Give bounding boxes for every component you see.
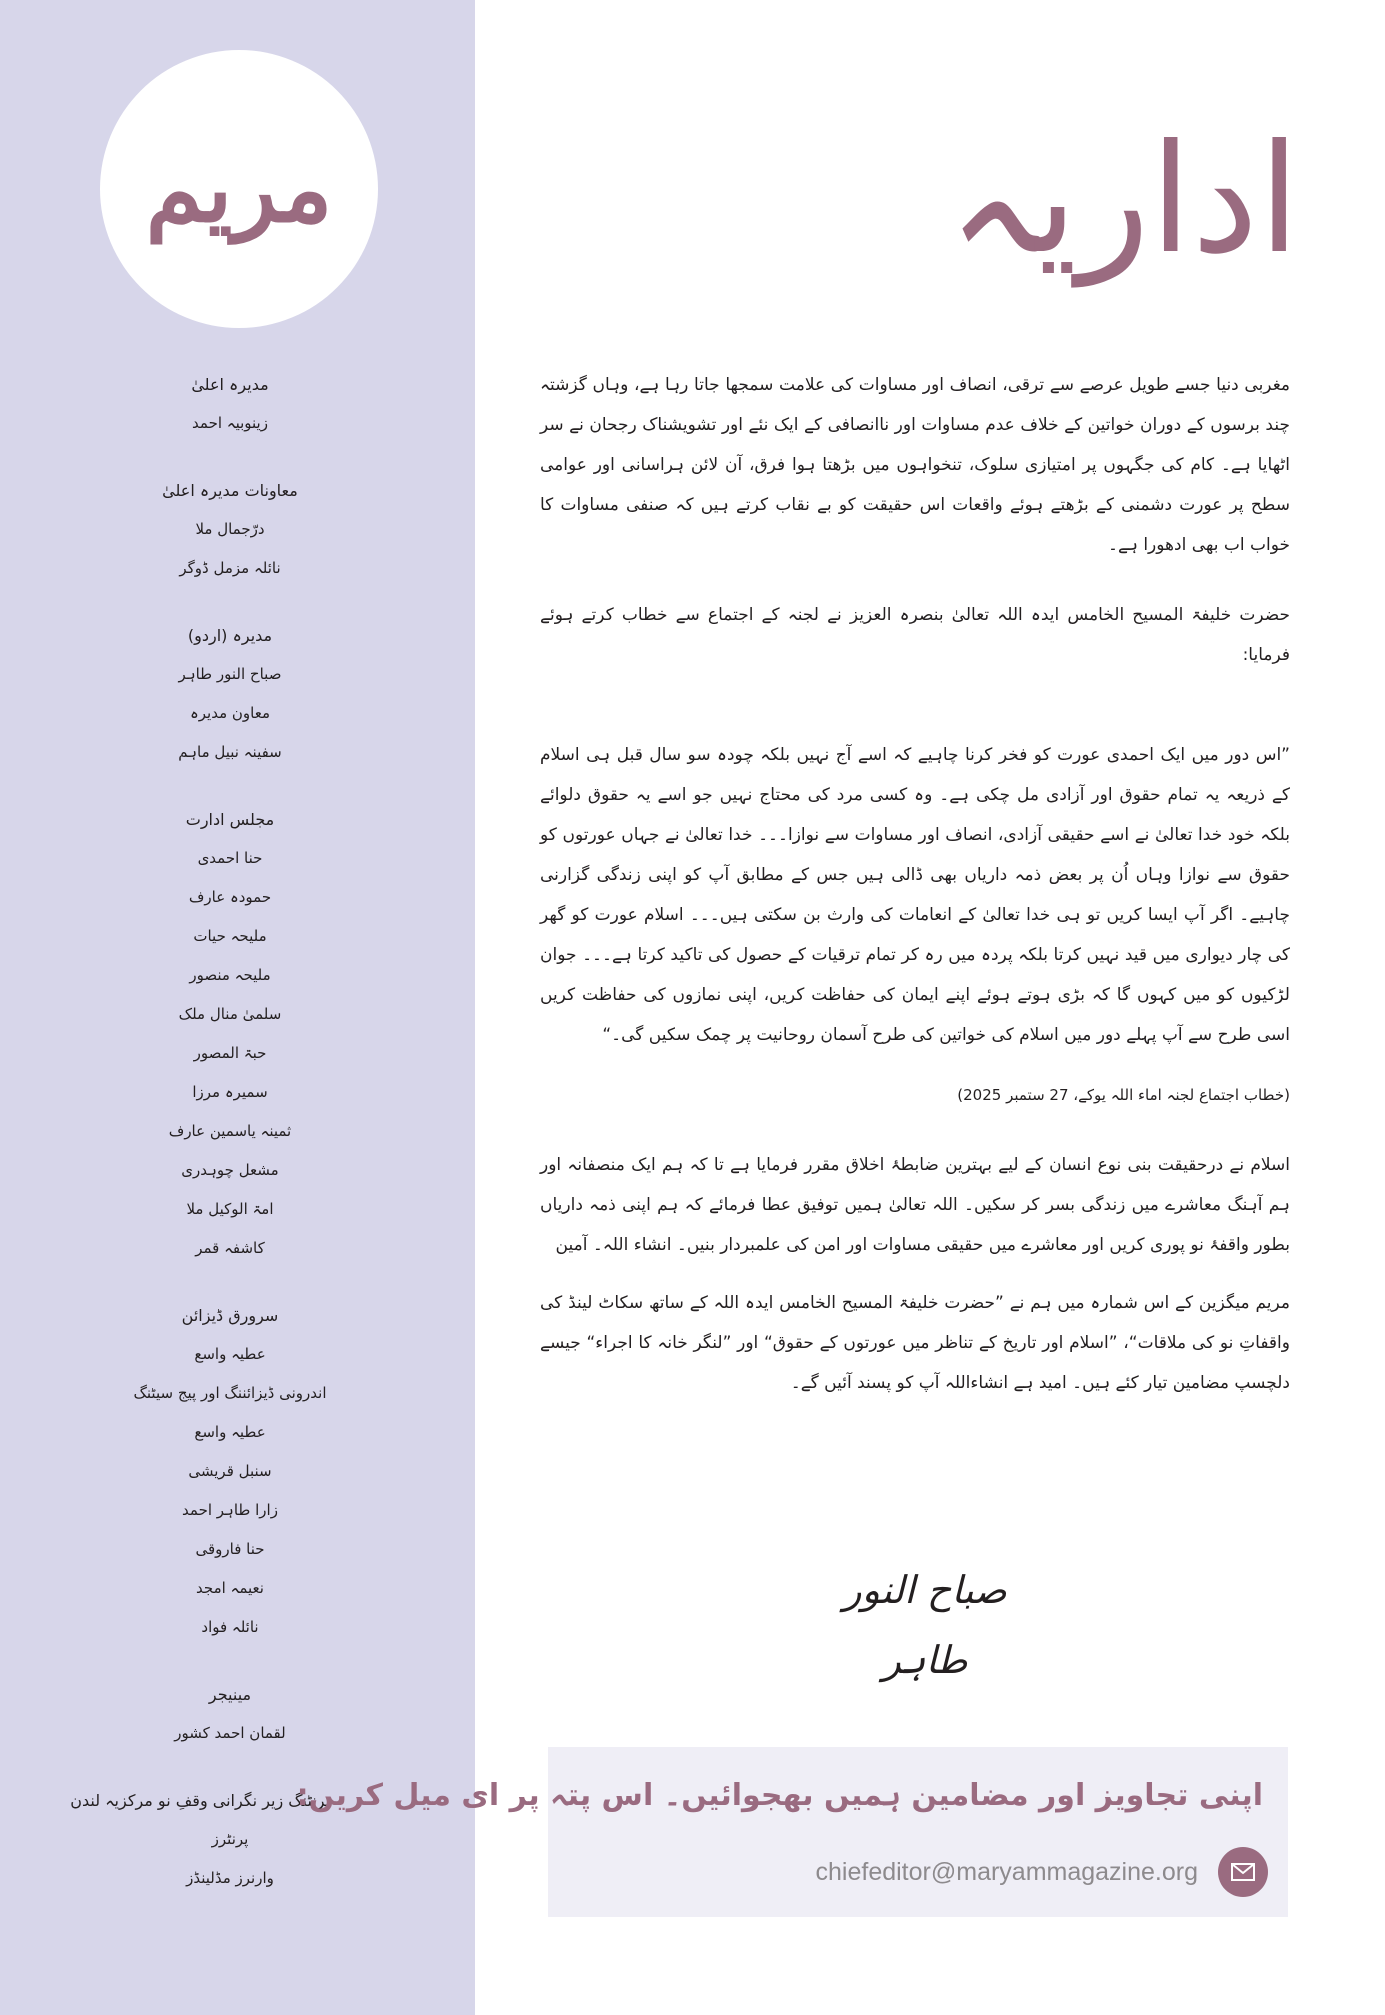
staff-group [130,616,330,772]
staff-role-heading: مدیرہ (اردو) [187,626,273,645]
staff-name: سفینہ نبیل ماہم [178,743,282,761]
staff-name: وارنرز مڈلینڈز [186,1869,274,1887]
staff-group [130,365,330,443]
staff-name: معاون مدیرہ [189,704,271,722]
editor-signature: صباح النور طاہر [843,1568,1007,1682]
staff-role-heading: مینیجر [208,1685,252,1704]
staff-name: زینوبیہ احمد [192,414,268,432]
staff-name: ملیحہ حیات [193,927,267,945]
staff-name: امۃ الوکیل ملا [186,1200,274,1218]
mail-icon[interactable] [1218,1847,1268,1897]
contact-email-link[interactable]: chiefeditor@maryammagazine.org [815,1858,1198,1886]
staff-name: نائلہ فواد [201,1618,259,1636]
staff-name: حمودہ عارف [188,888,272,906]
editorial-body [540,365,1290,1463]
issue-contents-paragraph: مریم میگزین کے اس شمارہ میں ہم نے ”حضرت خلیفۃ المسیح الخامس ایدہ اللہ کے ساتھ سکاٹ لینڈ کی واقفاتِ نو کی ملاقات“، ”اسلام اور تاریخ کے تناظر میں عورتوں کے حقوق“ اور ”لنگر خانہ کا اجراء“ جیسے دلچسپ مضامین تیار کئے ہیں۔ امید ہے انشاءاللہ آپ کو پسند آئیں گے۔ [540,1293,1290,1393]
staff-name: صباح النور طاہر [178,665,282,683]
staff-name: عطیہ واسع [194,1423,266,1441]
staff-name: عطیہ واسع [194,1345,266,1363]
staff-name: حبۃ المصور [193,1044,267,1062]
staff-role-heading: سرورق ڈیزائن [181,1306,279,1325]
staff-name: پرنٹرز [211,1830,249,1848]
staff-name: نعیمہ امجد [196,1579,264,1597]
staff-name: زارا طاہر احمد [182,1501,278,1519]
staff-name: سلمیٰ منال ملک [178,1005,282,1023]
staff-role-heading: پرنٹنگ زیر نگرانی وقفِ نو مرکزیہ لندن [70,1791,330,1810]
staff-name: اندرونی ڈیزائننگ اور پیج سیٹنگ [133,1384,327,1402]
staff-name: ثمینہ یاسمین عارف [168,1122,292,1140]
staff-role-heading: معاونات مدیرہ اعلیٰ [162,481,298,500]
body-paragraph: اسلام نے درحقیقت بنی نوع انسان کے لیے بہترین ضابطۂ اخلاق مقرر فرمایا ہے تا کہ ہم ایک منصفانہ اور ہم آہنگ معاشرے میں زندگی بسر کر سکیں۔ اللہ تعالیٰ ہمیں توفیق عطا فرمائے کہ ہم اپنی ذمہ داریاں بطور واقفۂ نو پوری کریں اور معاشرے میں حقیقی مساوات اور امن کی علمبردار بنیں۔ انشاء اللہ۔ آمین [540,1155,1290,1255]
staff-name: کاشفہ قمر [195,1239,265,1257]
staff-name: سنبل قریشی [188,1462,272,1480]
staff-group [130,1675,330,1753]
contact-heading: اپنی تجاویز اور مضامین ہمیں بھجوائیں۔ اس پتہ پر ای میل کریں: [296,1778,1263,1813]
staff-group [130,800,330,1268]
staff-name: ملیحہ منصور [189,966,271,984]
staff-name: سمیرہ مرزا [192,1083,268,1101]
quote-citation: (خطاب اجتماع لجنہ اماء اللہ یوکے، 27 ستمبر 2025) [957,1086,1290,1104]
logo-badge [100,50,378,328]
contact-box [296,1747,1288,1917]
staff-name: درّجمال ملا [195,520,265,538]
logo: مریم [145,135,333,243]
address-intro: حضرت خلیفۃ المسیح الخامس ایدہ اللہ تعالیٰ بنصرہ العزیز نے لجنہ کے اجتماع سے خطاب کرتے ہوئے فرمایا: [540,605,1290,665]
intro-paragraph: مغربی دنیا جسے طویل عرصے سے ترقی، انصاف اور مساوات کی علامت سمجھا جاتا رہا ہے، وہاں گزشتہ چند برسوں کے دوران خواتین کے خلاف عدم مساوات اور ناانصافی کے ایک نئے اور تشویشناک رجحان نے سر اٹھایا ہے۔ کام کی جگہوں پر امتیازی سلوک، تنخواہوں میں بڑھتا ہوا فرق، آن لائن ہراسانی اور عوامی سطح پر عورت دشمنی کے بڑھتے ہوئے واقعات اس حقیقت کو بے نقاب کرتے ہیں کہ صنفی مساوات کا خواب اب بھی ادھورا ہے۔ [540,375,1290,555]
staff-name: حنا فاروقی [195,1540,265,1558]
sidebar [0,0,475,2015]
staff-role-heading: مجلس ادارت [185,810,275,829]
staff-group [130,1296,330,1647]
staff-list [70,365,330,1926]
staff-name: لقمان احمد کشور [174,1724,286,1742]
quote-paragraph: ”اس دور میں ایک احمدی عورت کو فخر کرنا چاہیے کہ اسے آج نہیں بلکہ چودہ سو سال قبل ہی اسلام کے ذریعہ یہ تمام حقوق اور آزادی مل چکی ہے۔ وہ کسی مرد کی محتاج نہیں جو اسے یہ حقوق دلوائے بلکہ خود خدا تعالیٰ نے اسے حقیقی آزادی، انصاف اور مساوات سے نوازا۔۔۔ خدا تعالیٰ نے جہاں عورتوں کو حقوق سے نوازا وہاں اُن پر بعض ذمہ داریاں بھی ڈالی ہیں جس کے مطابق آپ کو اپنی زندگی گزارنی چاہیے۔ اگر آپ ایسا کریں تو ہی خدا تعالیٰ کے انعامات کی وارث بن سکتی ہیں۔۔۔ اسلام عورت کو گھر کی چار دیواری میں قید نہیں کرتا بلکہ پردہ میں رہ کر تمام ترقیات کے حصول کی تاکید کرتا ہے۔۔۔ جوان لڑکیوں کو میں کہوں گا کہ بڑی ہوتے ہوئے اپنے ایمان کی حفاظت کریں، اپنی نمازوں کی حفاظت کریں اسی طرح سے آپ پہلے دور میں اسلام کی خواتین کی طرح آسمان روحانیت پر چمک سکیں گی۔“ [540,745,1290,1045]
staff-name: نائلہ مزمل ڈوگر [179,559,281,577]
staff-role-heading: مدیرہ اعلیٰ [191,375,269,394]
staff-group [130,471,330,588]
page-title: اداریہ [947,113,1300,287]
staff-name: مشعل چوہدری [181,1161,279,1179]
staff-name: حنا احمدی [197,849,263,867]
